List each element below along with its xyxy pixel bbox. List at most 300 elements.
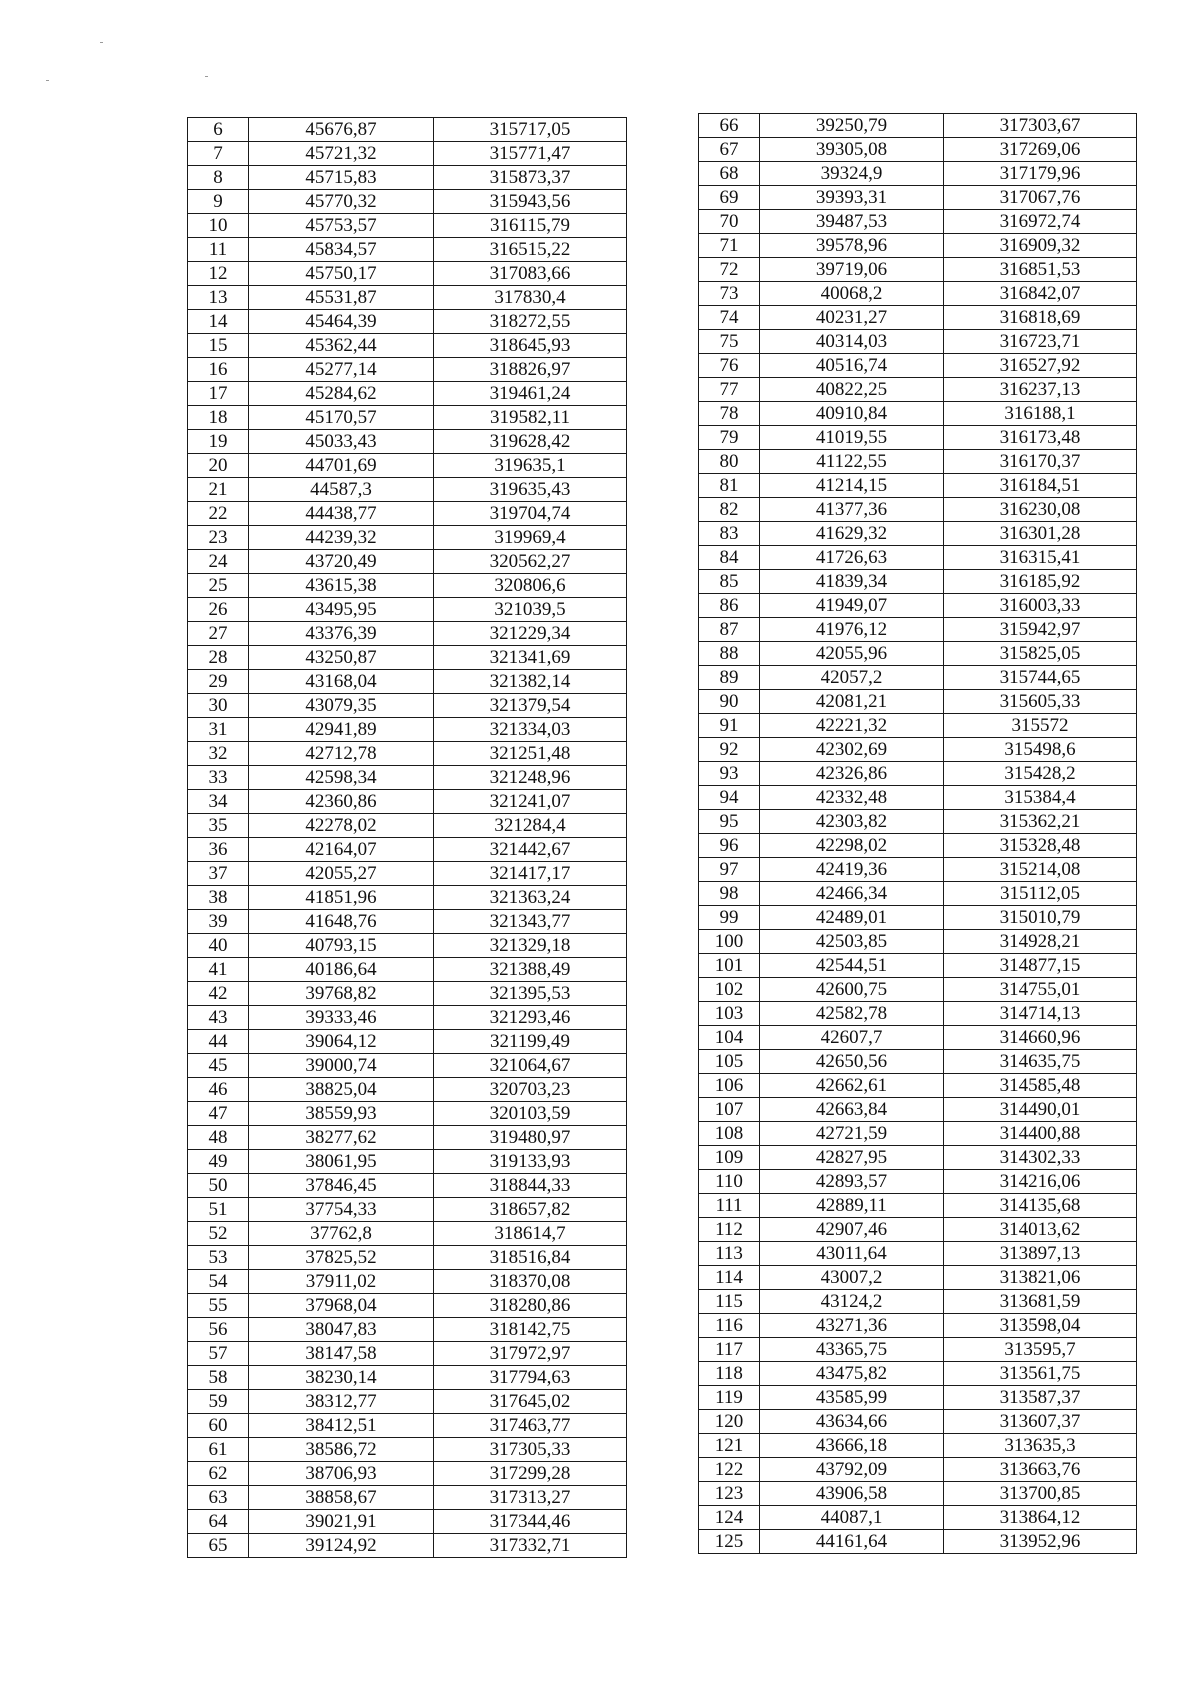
x-coordinate-cell: 38047,83 xyxy=(249,1318,434,1342)
y-coordinate-cell: 315112,05 xyxy=(944,882,1137,906)
point-number-cell: 88 xyxy=(699,642,760,666)
x-coordinate-cell: 42941,89 xyxy=(249,718,434,742)
x-coordinate-cell: 40516,74 xyxy=(760,354,944,378)
table-row xyxy=(699,1026,1137,1050)
point-number-cell: 8 xyxy=(188,166,249,190)
table-row xyxy=(699,186,1137,210)
point-number-cell: 39 xyxy=(188,910,249,934)
y-coordinate-cell: 315428,2 xyxy=(944,762,1137,786)
x-coordinate-cell: 43475,82 xyxy=(760,1362,944,1386)
y-coordinate-cell: 313821,06 xyxy=(944,1266,1137,1290)
x-coordinate-cell: 42221,32 xyxy=(760,714,944,738)
x-coordinate-cell: 40186,64 xyxy=(249,958,434,982)
y-coordinate-cell: 321417,17 xyxy=(434,862,627,886)
y-coordinate-cell: 317830,4 xyxy=(434,286,627,310)
point-number-cell: 80 xyxy=(699,450,760,474)
x-coordinate-cell: 41949,07 xyxy=(760,594,944,618)
x-coordinate-cell: 42503,85 xyxy=(760,930,944,954)
point-number-cell: 84 xyxy=(699,546,760,570)
point-number-cell: 78 xyxy=(699,402,760,426)
x-coordinate-cell: 42081,21 xyxy=(760,690,944,714)
point-number-cell: 50 xyxy=(188,1174,249,1198)
point-number-cell: 72 xyxy=(699,258,760,282)
table-row xyxy=(188,286,627,310)
table-row xyxy=(188,1246,627,1270)
y-coordinate-cell: 321442,67 xyxy=(434,838,627,862)
y-coordinate-cell: 317794,63 xyxy=(434,1366,627,1390)
point-number-cell: 103 xyxy=(699,1002,760,1026)
y-coordinate-cell: 315328,48 xyxy=(944,834,1137,858)
point-number-cell: 112 xyxy=(699,1218,760,1242)
y-coordinate-cell: 320806,6 xyxy=(434,574,627,598)
table-row xyxy=(188,982,627,1006)
point-number-cell: 81 xyxy=(699,474,760,498)
point-number-cell: 57 xyxy=(188,1342,249,1366)
x-coordinate-cell: 38277,62 xyxy=(249,1126,434,1150)
y-coordinate-cell: 317972,97 xyxy=(434,1342,627,1366)
point-number-cell: 26 xyxy=(188,598,249,622)
table-row xyxy=(188,166,627,190)
y-coordinate-cell: 318272,55 xyxy=(434,310,627,334)
table-row xyxy=(188,142,627,166)
point-number-cell: 74 xyxy=(699,306,760,330)
table-row xyxy=(699,594,1137,618)
x-coordinate-cell: 41377,36 xyxy=(760,498,944,522)
table-row xyxy=(699,114,1137,138)
table-row xyxy=(699,834,1137,858)
table-row xyxy=(699,282,1137,306)
x-coordinate-cell: 38147,58 xyxy=(249,1342,434,1366)
point-number-cell: 125 xyxy=(699,1530,760,1554)
table-row xyxy=(188,1006,627,1030)
x-coordinate-cell: 42419,36 xyxy=(760,858,944,882)
point-number-cell: 114 xyxy=(699,1266,760,1290)
point-number-cell: 108 xyxy=(699,1122,760,1146)
x-coordinate-cell: 42662,61 xyxy=(760,1074,944,1098)
table-row xyxy=(699,402,1137,426)
point-number-cell: 45 xyxy=(188,1054,249,1078)
x-coordinate-cell: 42607,7 xyxy=(760,1026,944,1050)
x-coordinate-cell: 38230,14 xyxy=(249,1366,434,1390)
table-row xyxy=(699,1170,1137,1194)
table-row xyxy=(188,262,627,286)
table-row xyxy=(699,1410,1137,1434)
table-row xyxy=(699,138,1137,162)
x-coordinate-cell: 37968,04 xyxy=(249,1294,434,1318)
y-coordinate-cell: 316851,53 xyxy=(944,258,1137,282)
y-coordinate-cell: 320703,23 xyxy=(434,1078,627,1102)
point-number-cell: 11 xyxy=(188,238,249,262)
y-coordinate-cell: 315572 xyxy=(944,714,1137,738)
x-coordinate-cell: 43792,09 xyxy=(760,1458,944,1482)
table-row xyxy=(188,1366,627,1390)
y-coordinate-cell: 315771,47 xyxy=(434,142,627,166)
y-coordinate-cell: 316115,79 xyxy=(434,214,627,238)
y-coordinate-cell: 313607,37 xyxy=(944,1410,1137,1434)
point-number-cell: 16 xyxy=(188,358,249,382)
x-coordinate-cell: 39578,96 xyxy=(760,234,944,258)
table-row xyxy=(699,570,1137,594)
y-coordinate-cell: 314013,62 xyxy=(944,1218,1137,1242)
scan-speck xyxy=(46,80,49,81)
table-row xyxy=(188,502,627,526)
table-row xyxy=(188,406,627,430)
table-row xyxy=(188,694,627,718)
point-number-cell: 52 xyxy=(188,1222,249,1246)
table-row xyxy=(188,766,627,790)
x-coordinate-cell: 45770,32 xyxy=(249,190,434,214)
point-number-cell: 56 xyxy=(188,1318,249,1342)
x-coordinate-cell: 40822,25 xyxy=(760,378,944,402)
x-coordinate-cell: 45277,14 xyxy=(249,358,434,382)
x-coordinate-cell: 37911,02 xyxy=(249,1270,434,1294)
point-number-cell: 87 xyxy=(699,618,760,642)
x-coordinate-cell: 40068,2 xyxy=(760,282,944,306)
x-coordinate-cell: 39000,74 xyxy=(249,1054,434,1078)
x-coordinate-cell: 39333,46 xyxy=(249,1006,434,1030)
y-coordinate-cell: 315214,08 xyxy=(944,858,1137,882)
y-coordinate-cell: 317083,66 xyxy=(434,262,627,286)
table-row xyxy=(699,1290,1137,1314)
y-coordinate-cell: 318142,75 xyxy=(434,1318,627,1342)
y-coordinate-cell: 317344,46 xyxy=(434,1510,627,1534)
table-row xyxy=(188,838,627,862)
table-row xyxy=(699,1506,1137,1530)
table-row xyxy=(699,498,1137,522)
table-row xyxy=(188,910,627,934)
table-row xyxy=(188,1126,627,1150)
y-coordinate-cell: 315362,21 xyxy=(944,810,1137,834)
x-coordinate-cell: 43666,18 xyxy=(760,1434,944,1458)
y-coordinate-cell: 316230,08 xyxy=(944,498,1137,522)
point-number-cell: 12 xyxy=(188,262,249,286)
table-row xyxy=(699,306,1137,330)
y-coordinate-cell: 321199,49 xyxy=(434,1030,627,1054)
point-number-cell: 37 xyxy=(188,862,249,886)
y-coordinate-cell: 316515,22 xyxy=(434,238,627,262)
x-coordinate-cell: 45834,57 xyxy=(249,238,434,262)
x-coordinate-cell: 38061,95 xyxy=(249,1150,434,1174)
point-number-cell: 13 xyxy=(188,286,249,310)
y-coordinate-cell: 321334,03 xyxy=(434,718,627,742)
point-number-cell: 44 xyxy=(188,1030,249,1054)
x-coordinate-cell: 37846,45 xyxy=(249,1174,434,1198)
point-number-cell: 27 xyxy=(188,622,249,646)
y-coordinate-cell: 313587,37 xyxy=(944,1386,1137,1410)
table-row xyxy=(188,598,627,622)
table-row xyxy=(699,210,1137,234)
point-number-cell: 116 xyxy=(699,1314,760,1338)
point-number-cell: 104 xyxy=(699,1026,760,1050)
table-row xyxy=(188,1438,627,1462)
point-number-cell: 113 xyxy=(699,1242,760,1266)
y-coordinate-cell: 315384,4 xyxy=(944,786,1137,810)
scan-speck xyxy=(100,42,103,43)
table-row xyxy=(699,858,1137,882)
y-coordinate-cell: 314877,15 xyxy=(944,954,1137,978)
table-row xyxy=(188,214,627,238)
point-number-cell: 82 xyxy=(699,498,760,522)
table-row xyxy=(699,378,1137,402)
table-row xyxy=(188,238,627,262)
x-coordinate-cell: 38559,93 xyxy=(249,1102,434,1126)
x-coordinate-cell: 42055,27 xyxy=(249,862,434,886)
y-coordinate-cell: 318645,93 xyxy=(434,334,627,358)
point-number-cell: 60 xyxy=(188,1414,249,1438)
y-coordinate-cell: 318280,86 xyxy=(434,1294,627,1318)
point-number-cell: 15 xyxy=(188,334,249,358)
x-coordinate-cell: 42889,11 xyxy=(760,1194,944,1218)
x-coordinate-cell: 42298,02 xyxy=(760,834,944,858)
x-coordinate-cell: 43376,39 xyxy=(249,622,434,646)
table-row xyxy=(188,478,627,502)
point-number-cell: 23 xyxy=(188,526,249,550)
x-coordinate-cell: 42650,56 xyxy=(760,1050,944,1074)
y-coordinate-cell: 315010,79 xyxy=(944,906,1137,930)
y-coordinate-cell: 316188,1 xyxy=(944,402,1137,426)
point-number-cell: 19 xyxy=(188,430,249,454)
table-row xyxy=(699,1146,1137,1170)
table-row xyxy=(188,526,627,550)
point-number-cell: 110 xyxy=(699,1170,760,1194)
point-number-cell: 36 xyxy=(188,838,249,862)
table-row xyxy=(188,1198,627,1222)
table-row xyxy=(699,1050,1137,1074)
y-coordinate-cell: 315942,97 xyxy=(944,618,1137,642)
table-row xyxy=(699,1122,1137,1146)
scan-speck xyxy=(205,76,208,77)
x-coordinate-cell: 42582,78 xyxy=(760,1002,944,1026)
table-row xyxy=(188,886,627,910)
point-number-cell: 90 xyxy=(699,690,760,714)
x-coordinate-cell: 41629,32 xyxy=(760,522,944,546)
y-coordinate-cell: 316972,74 xyxy=(944,210,1137,234)
y-coordinate-cell: 316723,71 xyxy=(944,330,1137,354)
table-row xyxy=(188,1462,627,1486)
x-coordinate-cell: 45750,17 xyxy=(249,262,434,286)
x-coordinate-cell: 41726,63 xyxy=(760,546,944,570)
y-coordinate-cell: 319480,97 xyxy=(434,1126,627,1150)
table-row xyxy=(699,522,1137,546)
y-coordinate-cell: 319133,93 xyxy=(434,1150,627,1174)
point-number-cell: 77 xyxy=(699,378,760,402)
x-coordinate-cell: 45284,62 xyxy=(249,382,434,406)
point-number-cell: 62 xyxy=(188,1462,249,1486)
x-coordinate-cell: 37825,52 xyxy=(249,1246,434,1270)
x-coordinate-cell: 45676,87 xyxy=(249,118,434,142)
table-row xyxy=(188,1342,627,1366)
x-coordinate-cell: 45464,39 xyxy=(249,310,434,334)
x-coordinate-cell: 43634,66 xyxy=(760,1410,944,1434)
point-number-cell: 38 xyxy=(188,886,249,910)
point-number-cell: 58 xyxy=(188,1366,249,1390)
point-number-cell: 107 xyxy=(699,1098,760,1122)
y-coordinate-cell: 321241,07 xyxy=(434,790,627,814)
table-row xyxy=(699,666,1137,690)
y-coordinate-cell: 319582,11 xyxy=(434,406,627,430)
y-coordinate-cell: 313635,3 xyxy=(944,1434,1137,1458)
y-coordinate-cell: 313561,75 xyxy=(944,1362,1137,1386)
x-coordinate-cell: 37754,33 xyxy=(249,1198,434,1222)
point-number-cell: 98 xyxy=(699,882,760,906)
point-number-cell: 48 xyxy=(188,1126,249,1150)
table-row xyxy=(699,1338,1137,1362)
y-coordinate-cell: 319704,74 xyxy=(434,502,627,526)
point-number-cell: 68 xyxy=(699,162,760,186)
x-coordinate-cell: 42712,78 xyxy=(249,742,434,766)
table-row xyxy=(699,810,1137,834)
table-row xyxy=(188,934,627,958)
y-coordinate-cell: 318844,33 xyxy=(434,1174,627,1198)
point-number-cell: 86 xyxy=(699,594,760,618)
point-number-cell: 43 xyxy=(188,1006,249,1030)
point-number-cell: 124 xyxy=(699,1506,760,1530)
y-coordinate-cell: 321343,77 xyxy=(434,910,627,934)
table-row xyxy=(188,862,627,886)
y-coordinate-cell: 314216,06 xyxy=(944,1170,1137,1194)
table-row xyxy=(188,1030,627,1054)
y-coordinate-cell: 321229,34 xyxy=(434,622,627,646)
y-coordinate-cell: 321388,49 xyxy=(434,958,627,982)
y-coordinate-cell: 317299,28 xyxy=(434,1462,627,1486)
x-coordinate-cell: 39021,91 xyxy=(249,1510,434,1534)
point-number-cell: 100 xyxy=(699,930,760,954)
point-number-cell: 31 xyxy=(188,718,249,742)
point-number-cell: 34 xyxy=(188,790,249,814)
y-coordinate-cell: 318516,84 xyxy=(434,1246,627,1270)
point-number-cell: 46 xyxy=(188,1078,249,1102)
point-number-cell: 66 xyxy=(699,114,760,138)
y-coordinate-cell: 316170,37 xyxy=(944,450,1137,474)
table-row xyxy=(699,1194,1137,1218)
point-number-cell: 97 xyxy=(699,858,760,882)
y-coordinate-cell: 314755,01 xyxy=(944,978,1137,1002)
y-coordinate-cell: 317305,33 xyxy=(434,1438,627,1462)
x-coordinate-cell: 38858,67 xyxy=(249,1486,434,1510)
point-number-cell: 61 xyxy=(188,1438,249,1462)
y-coordinate-cell: 316818,69 xyxy=(944,306,1137,330)
y-coordinate-cell: 315717,05 xyxy=(434,118,627,142)
y-coordinate-cell: 316315,41 xyxy=(944,546,1137,570)
table-row xyxy=(699,882,1137,906)
y-coordinate-cell: 321284,4 xyxy=(434,814,627,838)
point-number-cell: 40 xyxy=(188,934,249,958)
point-number-cell: 94 xyxy=(699,786,760,810)
table-row xyxy=(699,234,1137,258)
table-row xyxy=(699,786,1137,810)
x-coordinate-cell: 40314,03 xyxy=(760,330,944,354)
table-row xyxy=(699,1434,1137,1458)
point-number-cell: 75 xyxy=(699,330,760,354)
x-coordinate-cell: 44161,64 xyxy=(760,1530,944,1554)
x-coordinate-cell: 43007,2 xyxy=(760,1266,944,1290)
y-coordinate-cell: 316237,13 xyxy=(944,378,1137,402)
table-row xyxy=(188,622,627,646)
y-coordinate-cell: 313681,59 xyxy=(944,1290,1137,1314)
table-row xyxy=(699,1362,1137,1386)
x-coordinate-cell: 42360,86 xyxy=(249,790,434,814)
table-row xyxy=(188,1270,627,1294)
y-coordinate-cell: 320562,27 xyxy=(434,550,627,574)
table-row xyxy=(699,354,1137,378)
point-number-cell: 120 xyxy=(699,1410,760,1434)
y-coordinate-cell: 321395,53 xyxy=(434,982,627,1006)
table-row xyxy=(699,1482,1137,1506)
table-row xyxy=(699,1458,1137,1482)
table-row xyxy=(699,978,1137,1002)
table-row xyxy=(699,738,1137,762)
table-row xyxy=(188,1102,627,1126)
x-coordinate-cell: 41122,55 xyxy=(760,450,944,474)
x-coordinate-cell: 42544,51 xyxy=(760,954,944,978)
point-number-cell: 53 xyxy=(188,1246,249,1270)
y-coordinate-cell: 321329,18 xyxy=(434,934,627,958)
table-row xyxy=(188,358,627,382)
y-coordinate-cell: 317269,06 xyxy=(944,138,1137,162)
table-row xyxy=(699,330,1137,354)
point-number-cell: 14 xyxy=(188,310,249,334)
table-row xyxy=(699,258,1137,282)
point-number-cell: 30 xyxy=(188,694,249,718)
y-coordinate-cell: 316909,32 xyxy=(944,234,1137,258)
y-coordinate-cell: 316184,51 xyxy=(944,474,1137,498)
table-row xyxy=(188,334,627,358)
y-coordinate-cell: 319635,1 xyxy=(434,454,627,478)
y-coordinate-cell: 315744,65 xyxy=(944,666,1137,690)
point-number-cell: 64 xyxy=(188,1510,249,1534)
coordinates-table-left xyxy=(187,117,627,1558)
point-number-cell: 54 xyxy=(188,1270,249,1294)
y-coordinate-cell: 321341,69 xyxy=(434,646,627,670)
table-row xyxy=(188,1222,627,1246)
point-number-cell: 101 xyxy=(699,954,760,978)
point-number-cell: 111 xyxy=(699,1194,760,1218)
y-coordinate-cell: 314135,68 xyxy=(944,1194,1137,1218)
point-number-cell: 28 xyxy=(188,646,249,670)
y-coordinate-cell: 319461,24 xyxy=(434,382,627,406)
x-coordinate-cell: 38312,77 xyxy=(249,1390,434,1414)
point-number-cell: 24 xyxy=(188,550,249,574)
table-row xyxy=(699,930,1137,954)
y-coordinate-cell: 321039,5 xyxy=(434,598,627,622)
x-coordinate-cell: 44701,69 xyxy=(249,454,434,478)
x-coordinate-cell: 42827,95 xyxy=(760,1146,944,1170)
table-row xyxy=(188,1510,627,1534)
x-coordinate-cell: 45753,57 xyxy=(249,214,434,238)
x-coordinate-cell: 42893,57 xyxy=(760,1170,944,1194)
y-coordinate-cell: 321293,46 xyxy=(434,1006,627,1030)
point-number-cell: 121 xyxy=(699,1434,760,1458)
x-coordinate-cell: 42721,59 xyxy=(760,1122,944,1146)
table-row xyxy=(188,742,627,766)
x-coordinate-cell: 45531,87 xyxy=(249,286,434,310)
y-coordinate-cell: 318614,7 xyxy=(434,1222,627,1246)
table-row xyxy=(188,958,627,982)
x-coordinate-cell: 42600,75 xyxy=(760,978,944,1002)
x-coordinate-cell: 40231,27 xyxy=(760,306,944,330)
x-coordinate-cell: 39719,06 xyxy=(760,258,944,282)
table-row xyxy=(188,1534,627,1558)
point-number-cell: 99 xyxy=(699,906,760,930)
table-row xyxy=(699,642,1137,666)
y-coordinate-cell: 315605,33 xyxy=(944,690,1137,714)
y-coordinate-cell: 316003,33 xyxy=(944,594,1137,618)
x-coordinate-cell: 44087,1 xyxy=(760,1506,944,1530)
point-number-cell: 118 xyxy=(699,1362,760,1386)
y-coordinate-cell: 317313,27 xyxy=(434,1486,627,1510)
table-row xyxy=(188,190,627,214)
point-number-cell: 47 xyxy=(188,1102,249,1126)
